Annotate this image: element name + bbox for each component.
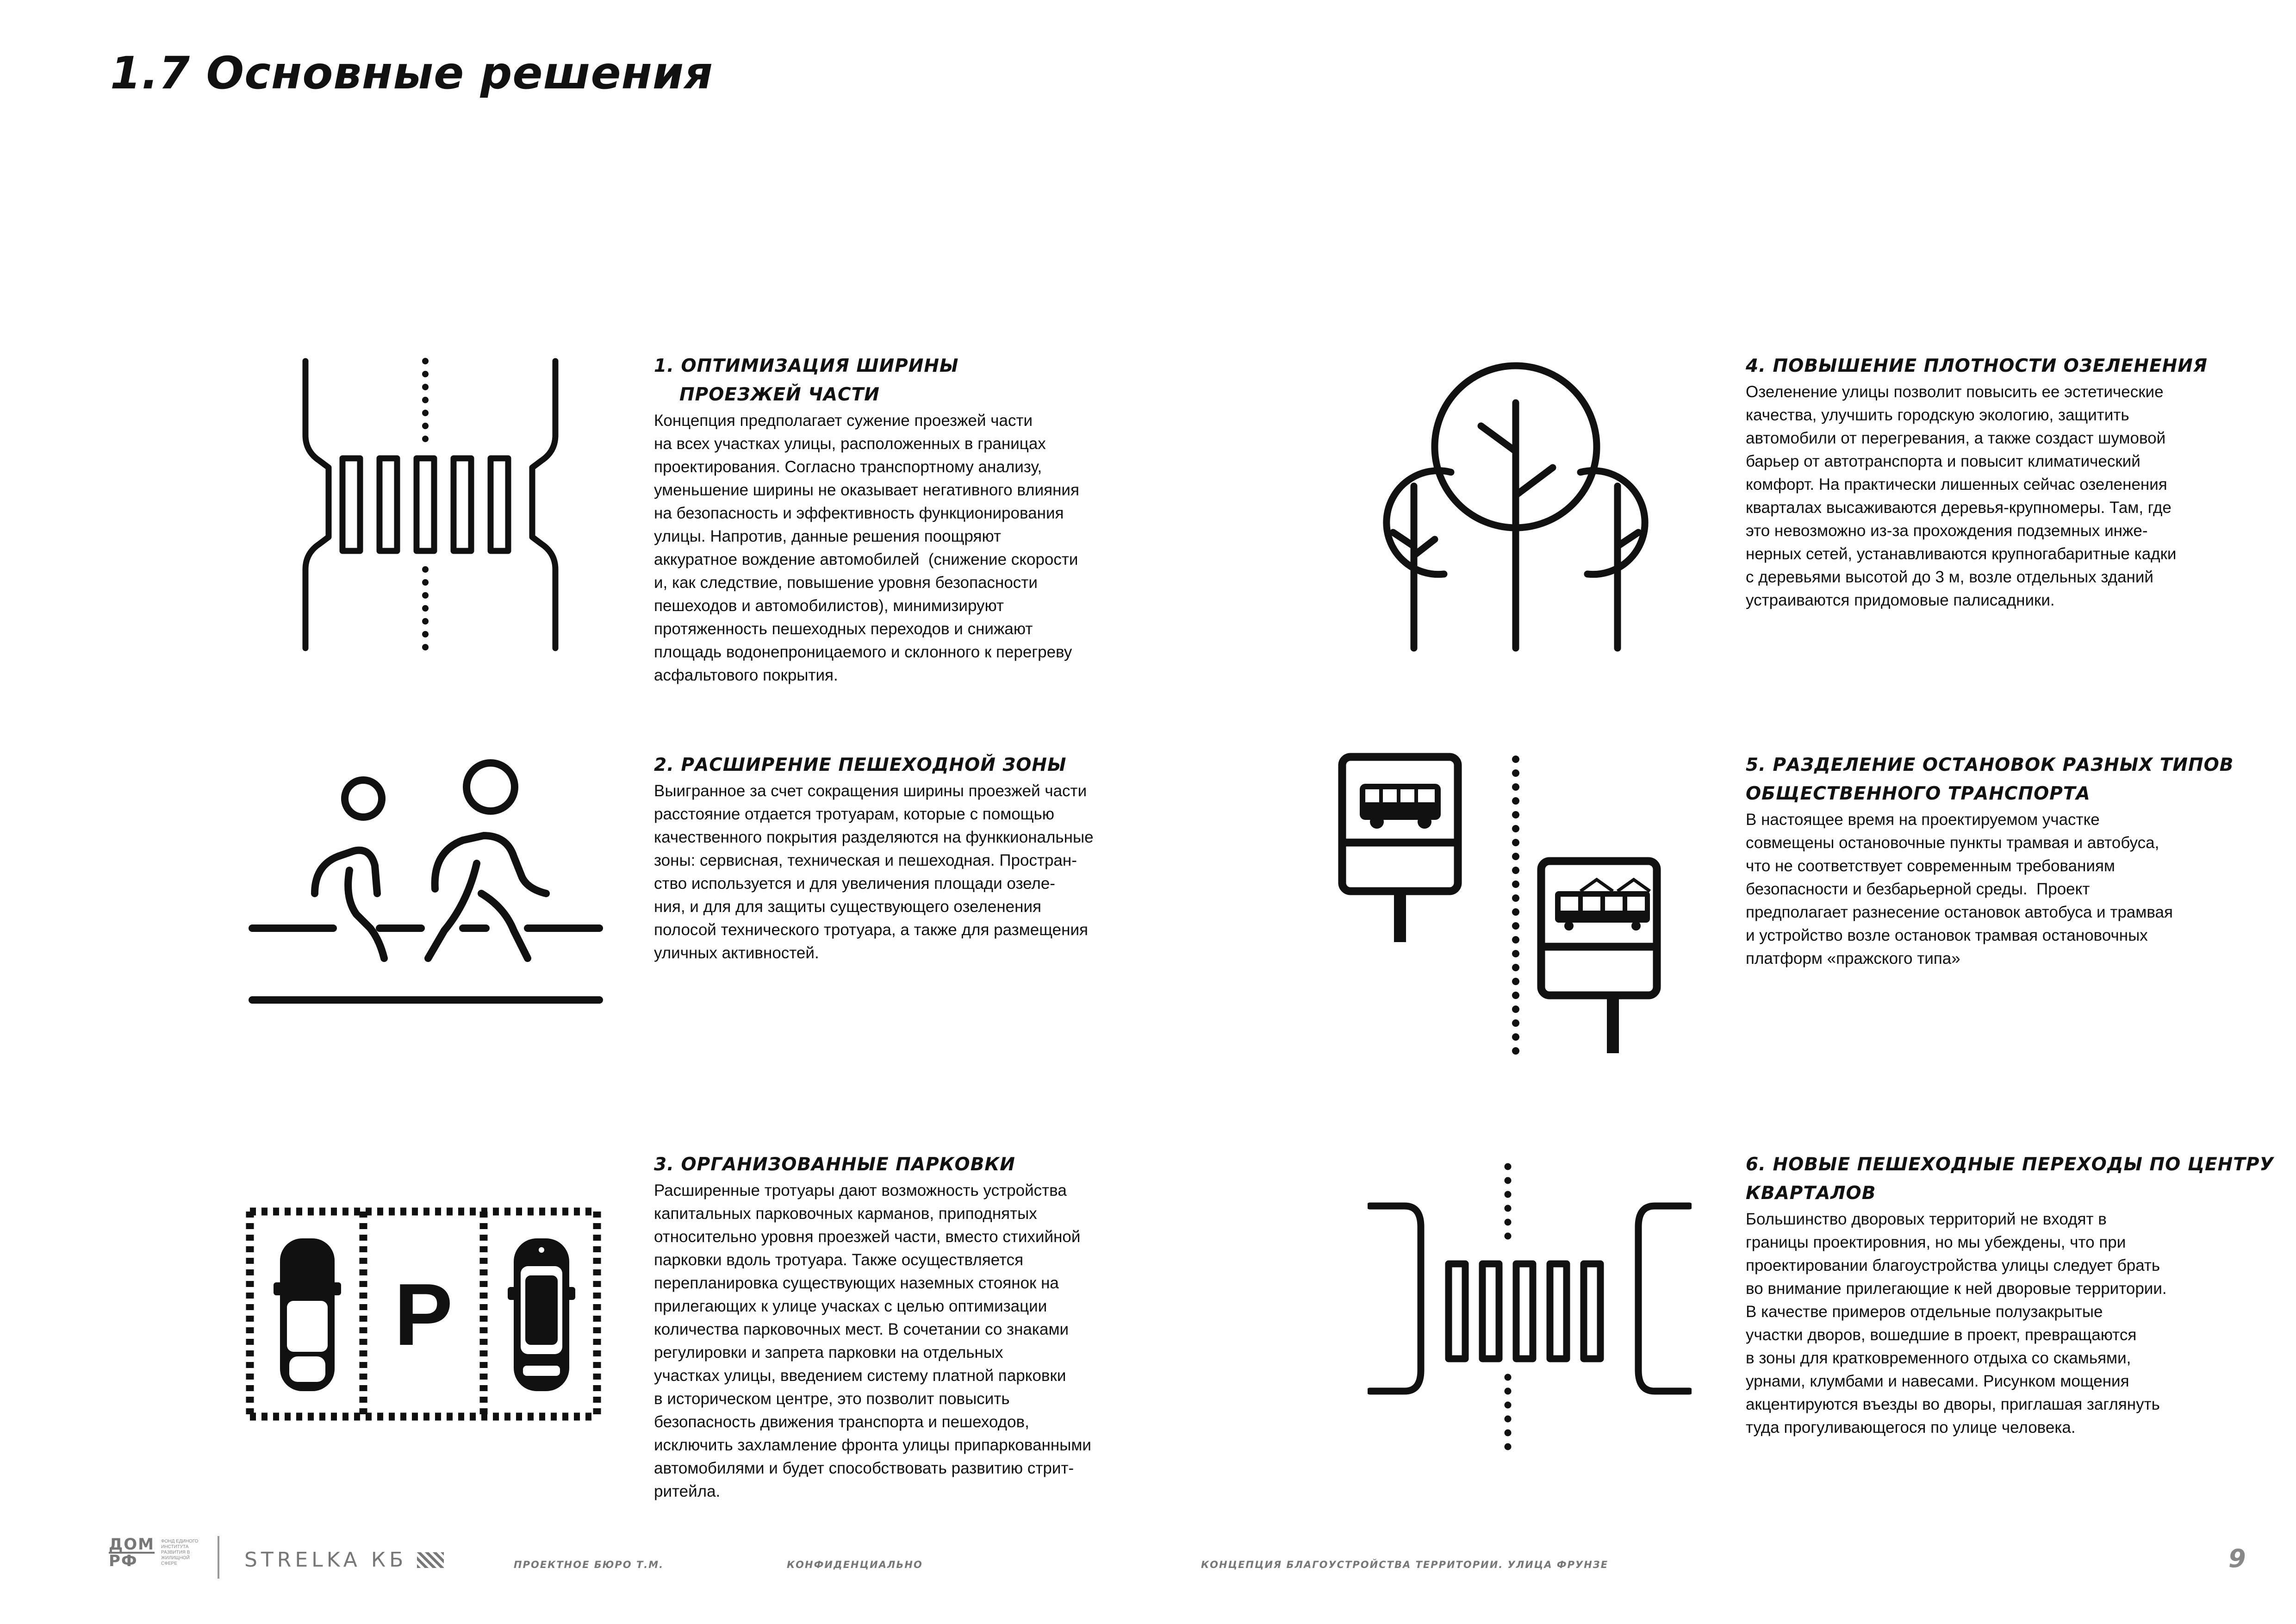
section-2	[654, 751, 1094, 965]
narrowed-road-crosswalk-icon	[296, 356, 565, 653]
section-body: Расширенные тротуары дают возможность устройства капитальных парковочных карманов, приподнятых относительно уровня проезжей части, вместо стихийной парковки вдоль тротуара. Также осуществляется перепланировка существующих наземных стоянок на прилегающих к улице учасках с целью оптимизации количества парковочных мест. В сочетании со знаками регулировки и запрета парковки на отдельных участках улицы, введением систему платной парковки в историческом центре, это позволит повысить безопасность движения транспорта и пешеходов, исключить захламление фронта улицы припаркованными автомобилями и будет способствовать развитию стрит- ритейла.	[654, 1181, 1091, 1500]
section-5	[1746, 751, 2234, 970]
section-body: В настоящее время на проектируемом участке совмещены остановочные пункты трамвая и автобуса, что не соответствует современным требованиям безопасности и безбарьерной среды. Проект предполагает разнесение остановок автобуса и трамвая и устройство возле остановок трамвая остановочных платформ «пражского типа»	[1746, 811, 2173, 968]
footer-confidential: КОНФИДЕНЦИАЛЬНО	[787, 1559, 923, 1570]
bus-icon	[1360, 784, 1441, 829]
parking-icon	[243, 1206, 604, 1424]
section-1	[654, 352, 1079, 687]
car-right-icon	[508, 1238, 575, 1391]
section-heading-line1: 5. РАЗДЕЛЕНИЕ ОСТАНОВОК РАЗНЫХ ТИПОВ	[1746, 755, 2234, 775]
section-heading: 3. ОРГАНИЗОВАННЫЕ ПАРКОВКИ	[654, 1154, 1015, 1175]
mid-block-crosswalk-icon	[1368, 1160, 1692, 1461]
page-title: 1.7 Основные решения	[110, 47, 713, 99]
strelka-pattern-icon	[417, 1552, 444, 1568]
parking-letter: P	[394, 1266, 453, 1364]
section-heading-line1: 6. НОВЫЕ ПЕШЕХОДНЫЕ ПЕРЕХОДЫ ПО ЦЕНТРУ	[1746, 1154, 2274, 1175]
section-body: Озеленение улицы позволит повысить ее эстетические качества, улучшить городскую экологию, защитить автомобили от перегревания, а также создаст шумовой барьер от автотранспорта и повысит климатический комфорт. На практически лишенных сейчас озеленения кварталах высаживаются деревья-крупномеры. Там, где это невозможно из-за прохождения подземных инже- нерных сетей, устанавливаются крупногабаритные кадки с деревьями высотой до 3 м, возле отдельных зданий устраиваются придомовые палисадники.	[1746, 383, 2177, 609]
section-body: Концепция предполагает сужение проезжей части на всех участках улицы, расположенных в границах проектирования. Согласно транспортному анализу, уменьшение ширины не оказывает негативного влияния на безопасность и эффективность функционирования улицы. Напротив, данные решения поощряют аккуратное вождение автомобилей (снижение скорости и, как следствие, повышение уровня безопасности пешеходов и автомобилистов), минимизируют протяженность пешеходных переходов и снижают площадь водонепроницаемого и склонного к перегреву асфальтового покрытия.	[654, 412, 1079, 684]
footer-bureau: ПРОЕКТНОЕ БЮРО Т.М.	[514, 1559, 664, 1570]
dom-rf-logo	[109, 1537, 205, 1568]
strelka-logo	[244, 1548, 444, 1572]
section-body: Большинство дворовых территорий не входят в границы проектировния, но мы убеждены, что при проектировании благоустройства улицы следует брать во внимание прилегающие к ней дворовые территории. В качестве примеров отдельные полузакрытые участки дворов, вошедшие в проект, превращаются в зоны для кратковременного отдыха со скамьями, урнами, клумбами и навесами. Рисунком мощения акцентируются въезды во дворы, приглашая заглянуть туда прогуливающегося по улице человека.	[1746, 1210, 2167, 1437]
section-heading-line1: 1. ОПТИМИЗАЦИЯ ШИРИНЫ	[654, 356, 959, 376]
section-4	[1746, 352, 2208, 612]
pedestrians-icon	[245, 755, 606, 1014]
tram-icon	[1555, 880, 1650, 931]
section-heading: 2. РАСШИРЕНИЕ ПЕШЕХОДНОЙ ЗОНЫ	[654, 755, 1067, 775]
section-heading-line2: КВАРТАЛОВ	[1746, 1183, 1876, 1204]
section-3	[654, 1150, 1091, 1503]
section-6	[1746, 1150, 2274, 1439]
section-heading	[1746, 1150, 2274, 1208]
section-body: Выигранное за счет сокращения ширины проезжей части расстояние отдается тротуарам, которые с помощью качественного покрытия разделяются на функкиональные зоны: сервисная, техническая и пешеходная. Простран- ство используется и для увеличения площади озеле- ния, и для для защиты существующего озеленения полосой технического тротуара, а также для размещения уличных активностей.	[654, 782, 1094, 962]
section-heading	[654, 352, 1079, 409]
car-left-icon	[274, 1238, 341, 1391]
logo-dom-caption: ФОНД ЕДИНОГО ИНСТИТУТА РАЗВИТИЯ В ЖИЛИЩНОЙ СФЕРЕ	[161, 1539, 199, 1566]
footer-divider	[218, 1536, 219, 1579]
page-number: 9	[2228, 1544, 2247, 1573]
logo-dom-line2: РФ	[109, 1552, 138, 1570]
logo-dom-line1: ДОМ	[109, 1535, 155, 1554]
section-heading: 4. ПОВЫШЕНИЕ ПЛОТНОСТИ ОЗЕЛЕНЕНИЯ	[1746, 356, 2208, 376]
section-heading	[1746, 751, 2234, 808]
trees-icon	[1358, 356, 1673, 653]
section-heading-line2: ОБЩЕСТВЕННОГО ТРАНСПОРТА	[1746, 783, 2091, 804]
logo-strelka-text: STRELKA КБ	[244, 1548, 407, 1572]
section-heading-line2: ПРОЕЗЖЕЙ ЧАСТИ	[679, 384, 880, 405]
footer-project: КОНЦЕПЦИЯ БЛАГОУСТРОЙСТВА ТЕРРИТОРИИ. УЛИЦА ФРУНЗЕ	[1201, 1559, 1609, 1570]
bus-tram-stops-icon	[1338, 752, 1699, 1060]
